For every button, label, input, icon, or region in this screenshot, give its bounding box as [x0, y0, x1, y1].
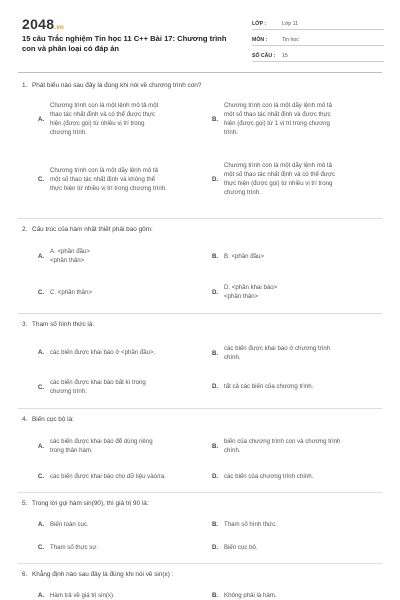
option-letter: C.: [38, 473, 45, 480]
logo-text: 2048: [22, 16, 55, 32]
option-text: các biến được khai báo ở <phần đầu>.: [50, 349, 156, 356]
option-letter: A.: [38, 349, 45, 356]
question-separator: [18, 563, 382, 564]
option-text: Biến toàn cục.: [50, 521, 89, 528]
meta-label: LỚP :: [252, 21, 267, 27]
option-letter: A.: [38, 252, 45, 260]
meta-label: SỐ CÂU :: [252, 53, 276, 59]
option-text: A. <phần đầu> <phần thân>: [50, 248, 90, 264]
question-separator: [18, 492, 382, 493]
question-5-option-c[interactable]: [38, 543, 208, 552]
option-text: tất cả các biến của chương trình.: [224, 383, 314, 390]
question-6-option-a[interactable]: [38, 591, 208, 600]
option-text: Chương trình con là một dãy lệnh mô tả một số thao tác nhất định và không thể thực hiện từ nhiều vị trí trong chương trình.: [50, 167, 167, 192]
meta-info: [252, 17, 384, 65]
option-letter: C.: [38, 176, 45, 183]
question-number: 5.: [22, 500, 28, 507]
option-letter: A.: [38, 521, 45, 528]
option-text: các biến được khai báo để dùng riêng trong thân hàm.: [50, 438, 153, 454]
meta-value: 15: [282, 53, 288, 59]
question-2-option-a[interactable]: [38, 247, 208, 265]
question-2-option-b[interactable]: [212, 252, 384, 261]
question-prompt: Biến cục bộ là:: [32, 416, 74, 423]
meta-row-class: [252, 17, 384, 30]
question-separator: [18, 408, 382, 409]
option-letter: D.: [212, 175, 219, 183]
question-4-option-d[interactable]: [212, 472, 384, 481]
option-text: Chương trình con là một dãy lệnh mô tả một số thao tác nhất định và được thực hiện (được gọi) từ 1 vị trí trong chương trình.: [224, 102, 333, 136]
question-4-option-b[interactable]: [212, 437, 384, 455]
option-text: D. <phần khai báo> <phần thân>: [224, 284, 278, 300]
logo-suffix: .vn: [54, 25, 64, 31]
question-6-option-b[interactable]: [212, 591, 384, 600]
option-text: C. <phần thân>: [50, 289, 93, 296]
question-3-option-c[interactable]: [38, 378, 208, 396]
option-text: Chương trình con là một lệnh mô tả một thao tác nhất định và có thể được thực hiện (được gọi) từ nhiều vị trí trong chương trình.: [50, 102, 159, 136]
question-2-option-c[interactable]: [38, 288, 208, 297]
meta-row-count: [252, 49, 384, 62]
option-letter: B.: [212, 115, 219, 123]
question-5-option-b[interactable]: [212, 520, 384, 529]
header-divider: [18, 72, 382, 73]
question-5-text: [18, 500, 382, 507]
question-6-text: [18, 571, 382, 578]
question-prompt: Cấu trúc của hàm nhất thiết phải bao gồm:: [32, 226, 153, 233]
option-letter: B.: [212, 521, 219, 528]
meta-row-subject: [252, 33, 384, 46]
option-letter: A.: [38, 592, 45, 599]
option-text: Tham số hình thức.: [224, 521, 277, 528]
option-text: Không phải là hàm.: [224, 592, 277, 599]
option-letter: D.: [212, 544, 219, 551]
question-3-text: [18, 321, 382, 328]
question-separator: [18, 218, 382, 219]
question-1-option-c[interactable]: [38, 166, 210, 193]
option-letter: C.: [38, 289, 45, 296]
question-3-option-b[interactable]: [212, 344, 384, 362]
meta-label: MÔN :: [252, 37, 268, 43]
option-letter: C.: [38, 544, 45, 551]
option-text: biến của chương trình con và chương trình chính.: [224, 438, 341, 454]
question-4-text: [18, 416, 382, 423]
question-prompt: Phát biểu nào sau đây là đúng khi nói về chương trình con?: [32, 82, 202, 89]
question-number: 1.: [22, 82, 28, 89]
question-2-option-d[interactable]: [212, 283, 384, 301]
option-letter: C.: [38, 383, 45, 391]
question-prompt: Tham số hình thức là:: [32, 321, 95, 328]
document-header: [0, 0, 400, 68]
option-letter: B.: [212, 442, 219, 450]
option-letter: A.: [38, 442, 45, 450]
option-text: B. <phần đầu>: [224, 253, 264, 260]
question-1-text: [18, 82, 382, 89]
question-prompt: Khẳng định nào sau đây là đúng khi nói về sin(x) :: [32, 571, 174, 578]
site-logo[interactable]: [22, 16, 64, 32]
question-4-option-c[interactable]: [38, 472, 210, 481]
document-title: 15 câu Trắc nghiệm Tin học 11 C++ Bài 17: Chương trình con và phân loại có đáp án: [22, 34, 227, 53]
option-text: Chương trình con là một dãy lệnh mô tả một số thao tác nhất định và có thể được thực hiện (được gọi) từ nhiều vị trí trong chương trình.: [224, 162, 336, 196]
option-text: các biến được khai báo ở chương trình chính.: [224, 345, 331, 361]
option-letter: D.: [212, 473, 219, 480]
question-3-option-d[interactable]: [212, 382, 384, 391]
option-text: các biến được khai báo cho dữ liệu vào/ra.: [50, 473, 166, 480]
question-2-text: [18, 226, 382, 233]
question-4-option-a[interactable]: [38, 437, 208, 455]
option-text: Tham số thực sự.: [50, 544, 99, 551]
question-1-option-a[interactable]: [38, 101, 208, 137]
option-text: Biến cục bộ.: [224, 544, 258, 551]
option-text: các biến của chương trình chính.: [224, 473, 314, 480]
question-5-option-d[interactable]: [212, 543, 384, 552]
question-1-option-d[interactable]: [212, 161, 384, 197]
meta-value: Lớp 11: [282, 21, 298, 27]
question-number: 6.: [22, 571, 28, 578]
option-letter: D.: [212, 288, 219, 296]
question-prompt: Trong lời gọi hàm sin(90), thì giá trị 90 là:: [32, 500, 149, 507]
question-5-option-a[interactable]: [38, 520, 208, 529]
option-text: Hàm trả về giá trị sin(x).: [50, 592, 115, 599]
question-separator: [18, 313, 382, 314]
question-3-option-a[interactable]: [38, 348, 208, 357]
meta-value: Tin học: [282, 37, 299, 43]
option-letter: B.: [212, 253, 219, 260]
option-letter: A.: [38, 115, 45, 123]
question-1-option-b[interactable]: [212, 101, 384, 137]
option-letter: B.: [212, 349, 219, 357]
question-number: 4.: [22, 416, 28, 423]
option-letter: B.: [212, 592, 219, 599]
option-letter: D.: [212, 383, 219, 390]
question-number: 3.: [22, 321, 28, 328]
option-text: các biến được khai báo bất kì trong chương trình.: [50, 379, 146, 395]
question-number: 2.: [22, 226, 28, 233]
